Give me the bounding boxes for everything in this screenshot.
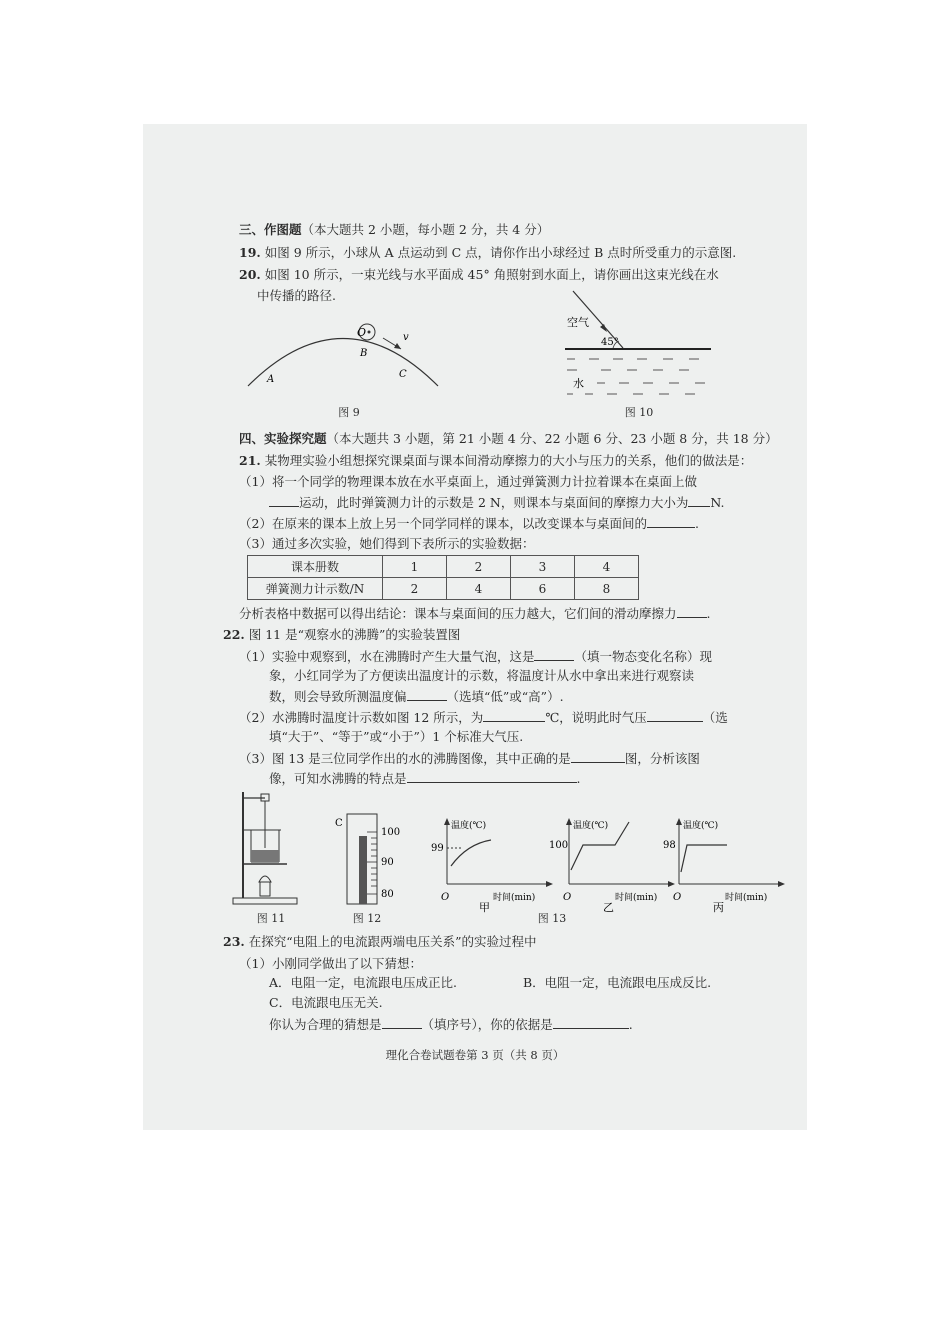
question-21: 21. 某物理实验小组想探究课桌面与课本间滑动摩擦力的大小与压力的关系，他们的做法是：: [239, 453, 753, 468]
table-cell: 4: [447, 578, 511, 600]
fig10-caption: 图 10: [624, 406, 654, 419]
figure-13-graph-jia: [431, 814, 559, 914]
question-23: 23. 在探究“电阻上的电流跟两端电压关系”的实验过程中: [223, 934, 537, 949]
graph-ylabel: 温度(℃): [451, 821, 487, 831]
fig9-label-a: A: [267, 374, 275, 385]
fig12-tick-100: 100: [381, 827, 401, 838]
question-20: 20. 如图 10 所示，一束光线与水平面成 45° 角照射到水面上，请你画出这束光线在水: [239, 267, 719, 282]
fig12-tick-90: 90: [381, 857, 394, 868]
q23-option-b: B．电阻一定，电流跟电压成反比.: [523, 975, 712, 990]
q23-answer-line: 你认为合理的猜想是 （填序号），你的依据是 .: [269, 1017, 633, 1032]
question-20-cont: 中传播的路径.: [257, 288, 336, 303]
fig11-caption: 图 11: [256, 912, 286, 925]
table-row-head: 课本册数: [248, 556, 383, 578]
graph-name: 丙: [713, 901, 724, 914]
q22-part2-cont: 填“大于”、“等于”或“小于”）1 个标准大气压.: [269, 729, 524, 744]
q22-part3: （3）图 13 是三位同学作出的水的沸腾图像，其中正确的是 图，分析该图: [239, 751, 700, 766]
q22-temp-bias-blank[interactable]: [407, 688, 447, 701]
figure-9: [243, 316, 443, 394]
fig9-label-b: B: [360, 348, 368, 359]
table-cell: 1: [383, 556, 447, 578]
q21-motion-blank[interactable]: [269, 494, 299, 507]
q22-part1: （1）实验中观察到，水在沸腾时产生大量气泡，这是 （填一物态变化名称）现: [239, 649, 712, 664]
table-cell: 3: [511, 556, 575, 578]
fig9-label-v: v: [403, 332, 409, 343]
q23-option-a: A．电阻一定，电流跟电压成正比.: [269, 975, 458, 990]
table-cell: 6: [511, 578, 575, 600]
fig10-angle-label: 45°: [601, 337, 619, 348]
section4-heading: 四、实验探究题（本大题共 3 小题，第 21 小题 4 分、22 小题 6 分、23 小题 8 分，共 18 分）: [239, 431, 778, 446]
table-row: [248, 578, 639, 600]
table-cell: 4: [575, 556, 639, 578]
q22-part1-cont2: 数，则会导致所测温度偏 （选填“低”或“高”）.: [269, 689, 564, 704]
q21-part2: （2）在原来的课本上放上另一个同学同样的课本，以改变课本与桌面间的 .: [239, 516, 699, 531]
fig10-air-label: 空气: [567, 316, 589, 329]
fig13-caption: 图 13: [537, 912, 567, 925]
q22-part2: （2）水沸腾时温度计示数如图 12 所示，为 ℃，说明此时气压 （选: [239, 710, 728, 725]
table-row-head: 弹簧测力计示数/N: [248, 578, 383, 600]
q22-boiling-feature-blank[interactable]: [407, 770, 577, 783]
q22-part3-cont: 像，可知水沸腾的特点是 .: [269, 771, 581, 786]
graph-xlabel: 时间(min): [725, 893, 768, 903]
table-row: [248, 556, 639, 578]
graph-mark: 100: [549, 840, 569, 851]
figure-10: [561, 288, 717, 400]
graph-xlabel: 时间(min): [493, 893, 536, 903]
fig12-unit: C: [335, 818, 343, 829]
fig9-label-c: C: [399, 369, 407, 380]
fig12-tick-80: 80: [381, 889, 394, 900]
fig9-label-o: O: [357, 326, 367, 339]
fig12-caption: 图 12: [352, 912, 382, 925]
q21-part1: （1）将一个同学的物理课本放在水平桌面上，通过弹簧测力计拉着课本在桌面上做: [239, 474, 697, 489]
q23-guess-blank[interactable]: [382, 1016, 422, 1029]
q21-conclusion: 分析表格中数据可以得出结论：课本与桌面间的压力越大，它们间的滑动摩擦力 .: [239, 606, 711, 621]
q21-part1-cont: 运动，此时弹簧测力计的示数是 2 N，则课本与桌面间的摩擦力大小为 N.: [269, 494, 724, 511]
q21-data-table: [247, 555, 639, 600]
q21-conclusion-blank[interactable]: [677, 605, 707, 618]
q21-part3: （3）通过多次实验，她们得到下表所示的实验数据：: [239, 536, 535, 551]
figure-13-graph-yi: [549, 814, 681, 914]
fig10-water-label: 水: [573, 377, 584, 390]
q23-reason-blank[interactable]: [553, 1016, 629, 1029]
graph-ylabel: 温度(℃): [573, 821, 609, 831]
q22-part1-cont: 象，小红同学为了方便读出温度计的示数，将温度计从水中拿出来进行观察读: [269, 668, 695, 683]
figure-12-thermometer: [333, 814, 403, 906]
graph-origin: O: [441, 892, 450, 903]
question-19: 19. 如图 9 所示，小球从 A 点运动到 C 点，请你作出小球经过 B 点时所受重力的示意图.: [239, 245, 737, 260]
question-22: 22. 图 11 是“观察水的沸腾”的实验装置图: [223, 627, 461, 642]
q21-friction-blank[interactable]: [688, 494, 710, 507]
graph-origin: O: [563, 892, 572, 903]
fig9-caption: 图 9: [338, 406, 360, 419]
exam-page: [143, 124, 807, 1130]
table-cell: 8: [575, 578, 639, 600]
graph-name: 甲: [479, 901, 490, 914]
q23-option-c: C．电流跟电压无关.: [269, 995, 383, 1010]
q22-state-change-blank[interactable]: [534, 648, 574, 661]
graph-name: 乙: [603, 901, 614, 914]
q22-reading-blank[interactable]: [483, 709, 545, 722]
figure-13-graph-bing: [663, 814, 791, 914]
table-cell: 2: [447, 556, 511, 578]
q22-correct-graph-blank[interactable]: [571, 750, 625, 763]
graph-ylabel: 温度(℃): [683, 821, 719, 831]
graph-origin: O: [673, 892, 682, 903]
page-footer: 理化合卷试题卷第 3 页（共 8 页）: [385, 1048, 565, 1062]
graph-xlabel: 时间(min): [615, 893, 658, 903]
q21-change-blank[interactable]: [647, 515, 695, 528]
q22-pressure-blank[interactable]: [647, 709, 703, 722]
graph-mark: 99: [431, 843, 444, 854]
section3-heading: 三、作图题（本大题共 2 小题，每小题 2 分，共 4 分）: [239, 222, 550, 237]
q23-part1: （1）小刚同学做出了以下猜想：: [239, 956, 422, 971]
table-cell: 2: [383, 578, 447, 600]
figure-11-apparatus: [229, 788, 301, 906]
graph-mark: 98: [663, 840, 676, 851]
